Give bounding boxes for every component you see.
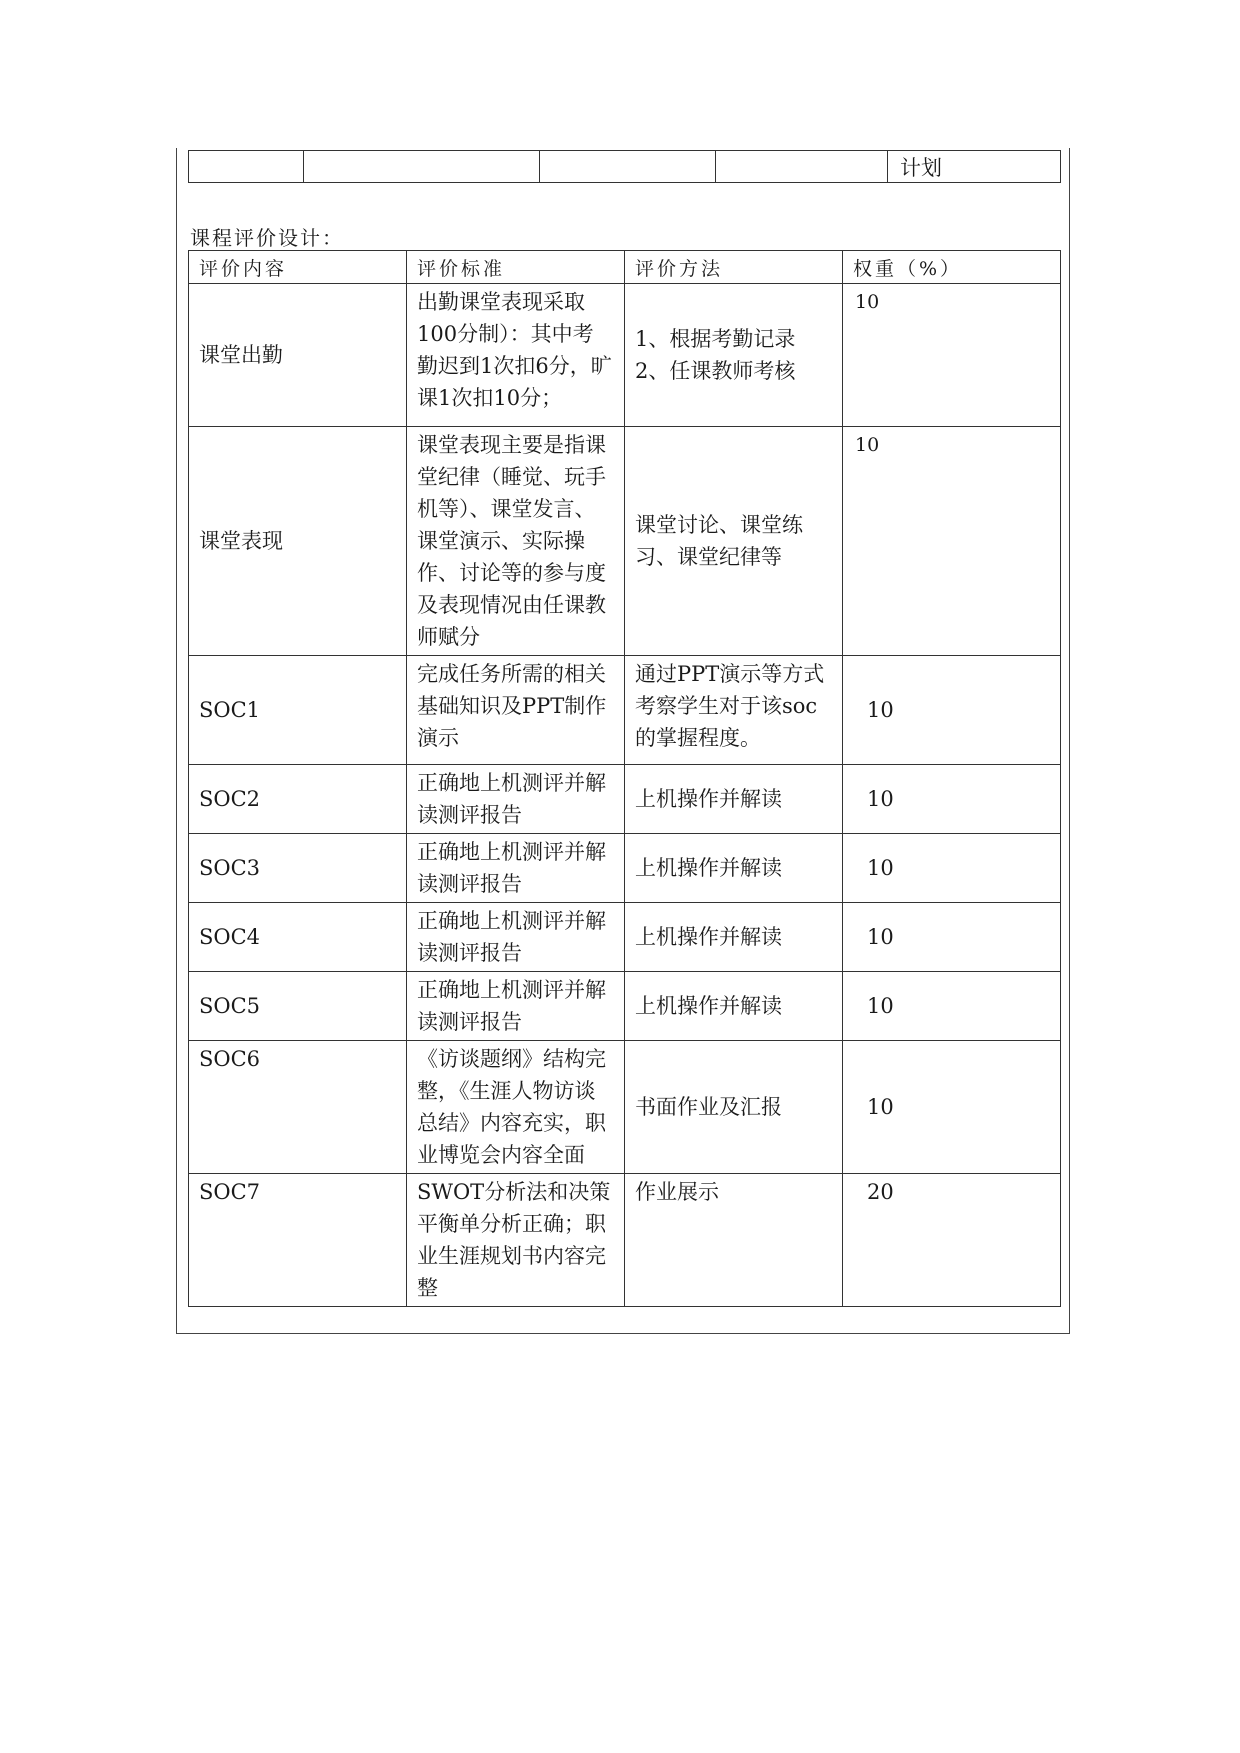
content-cell: SOC6: [189, 1041, 407, 1174]
header-weight: 权重（%）: [843, 251, 1061, 284]
weight-cell: 10: [843, 1041, 1061, 1174]
method-cell: 上机操作并解读: [625, 903, 843, 972]
standard-cell: 完成任务所需的相关基础知识及PPT制作演示: [407, 656, 625, 765]
method-cell: 上机操作并解读: [625, 765, 843, 834]
standard-cell: SWOT分析法和决策平衡单分析正确；职业生涯规划书内容完整: [407, 1174, 625, 1307]
previous-table-tail: [188, 150, 1061, 183]
table-row: [189, 765, 1061, 834]
table-cell: [716, 151, 888, 183]
standard-cell: 出勤课堂表现采取100分制）：其中考勤迟到1次扣6分，旷课1次扣10分；: [407, 284, 625, 427]
content-cell: SOC7: [189, 1174, 407, 1307]
weight-cell: 20: [843, 1174, 1061, 1307]
weight-cell: 10: [843, 284, 1061, 427]
table-row: [189, 656, 1061, 765]
weight-cell: 10: [843, 972, 1061, 1041]
content-cell: 课堂表现: [189, 427, 407, 656]
content-cell: SOC3: [189, 834, 407, 903]
content-cell: SOC1: [189, 656, 407, 765]
header-content: 评价内容: [189, 251, 407, 284]
course-evaluation-table: [188, 250, 1061, 1307]
table-cell: [189, 151, 304, 183]
weight-cell: 10: [843, 765, 1061, 834]
method-cell: 通过PPT演示等方式考察学生对于该soc的掌握程度。: [625, 656, 843, 765]
content-cell: 课堂出勤: [189, 284, 407, 427]
standard-cell: 正确地上机测评并解读测评报告: [407, 765, 625, 834]
weight-cell: 10: [843, 656, 1061, 765]
method-line: 1、根据考勤记录: [635, 327, 796, 351]
table-cell: [304, 151, 540, 183]
standard-cell: 课堂表现主要是指课堂纪律（睡觉、玩手机等）、课堂发言、课堂演示、实际操作、讨论等的参与度及表现情况由任课教师赋分: [407, 427, 625, 656]
weight-cell: 10: [843, 427, 1061, 656]
method-cell: 作业展示: [625, 1174, 843, 1307]
weight-cell: 10: [843, 903, 1061, 972]
table-row: [189, 972, 1061, 1041]
standard-cell: 《访谈题纲》结构完整，《生涯人物访谈总结》内容充实，职业博览会内容全面: [407, 1041, 625, 1174]
standard-cell: 正确地上机测评并解读测评报告: [407, 834, 625, 903]
table-row: [189, 284, 1061, 427]
table-row: [189, 427, 1061, 656]
plan-cell: 计划: [888, 151, 1061, 183]
method-cell: [625, 284, 843, 427]
weight-cell: 10: [843, 834, 1061, 903]
standard-cell: 正确地上机测评并解读测评报告: [407, 972, 625, 1041]
method-cell: 上机操作并解读: [625, 972, 843, 1041]
method-cell: 上机操作并解读: [625, 834, 843, 903]
table-row: [189, 1174, 1061, 1307]
content-cell: SOC4: [189, 903, 407, 972]
method-cell: 课堂讨论、课堂练习、课堂纪律等: [625, 427, 843, 656]
table-row: [189, 151, 1061, 183]
content-cell: SOC2: [189, 765, 407, 834]
method-line: 2、任课教师考核: [635, 359, 796, 383]
table-row: [189, 1041, 1061, 1174]
header-method: 评价方法: [625, 251, 843, 284]
content-cell: SOC5: [189, 972, 407, 1041]
table-row: [189, 903, 1061, 972]
standard-cell: 正确地上机测评并解读测评报告: [407, 903, 625, 972]
header-standard: 评价标准: [407, 251, 625, 284]
method-cell: 书面作业及汇报: [625, 1041, 843, 1174]
table-header-row: [189, 251, 1061, 284]
table-row: [189, 834, 1061, 903]
table-cell: [540, 151, 716, 183]
section-title: 课程评价设计：: [190, 226, 344, 250]
